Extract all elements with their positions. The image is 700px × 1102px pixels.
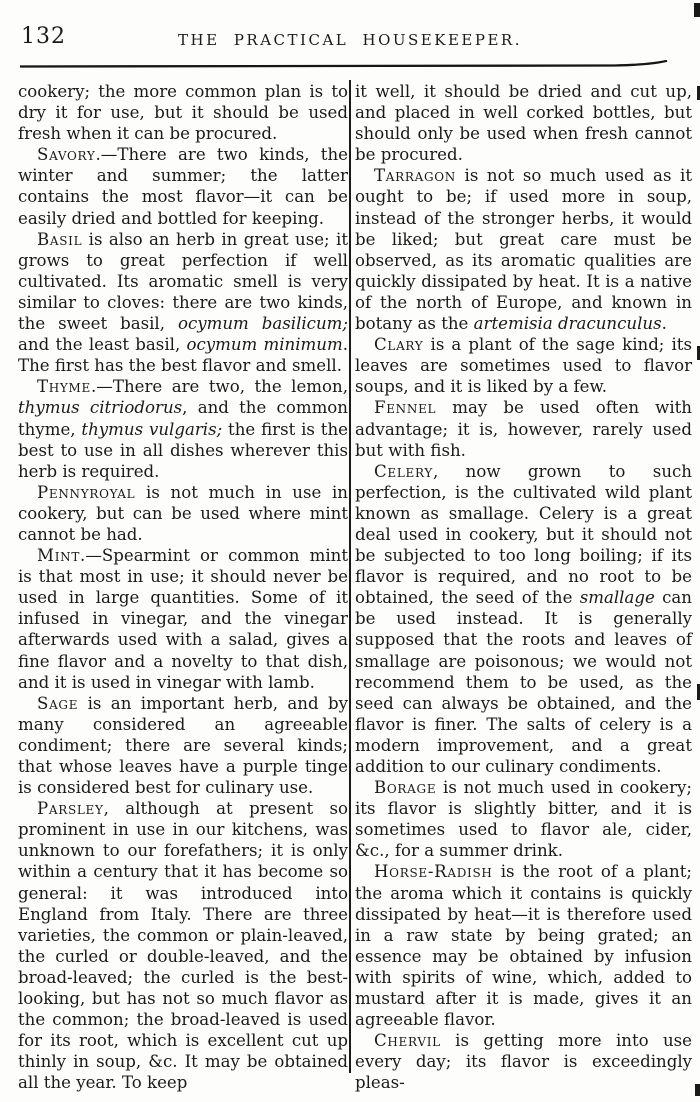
text-segment: artemisia dracunculus — [473, 314, 662, 334]
running-title: THE PRACTICAL HOUSEKEEPER. — [178, 31, 522, 49]
paragraph — [18, 482, 348, 545]
paragraph — [18, 376, 348, 481]
paragraph — [18, 798, 348, 1093]
herb-name: Pennyroyal — [37, 482, 136, 502]
herb-name: Mint — [37, 546, 81, 566]
herb-name: Tarragon — [374, 166, 456, 186]
text-segment: is getting more into use every day; its flavor is exceedingly pleas- — [355, 1031, 692, 1093]
herb-name: Fennel — [374, 398, 437, 418]
text-segment: cookery; the more common plan is to dry it for use, but it should be used fresh when it can be procured. — [18, 82, 348, 144]
paragraph — [355, 861, 692, 1030]
text-segment: , although at present so prominent in use in our kitchens, was unknown to our forefathers; it is only within a century that it has become so general: it was introduced into England from Italy. There are three varieties, the common or plain-leaved, the curled or double-leaved, and the broad-leaved; the curled is the best-looking, but has not so much flavor as the common; the broad-leaved is used for its root, which is excellent cut up thinly in soup, &c. It may be obtained all the year. To keep — [18, 799, 348, 1093]
text-segment: is not so much used as it ought to be; if used more in soup, instead of the stronger herbs, it would be liked; but great care must be observed, as its aromatic qualities are quickly dissipated by heat. It is a native of the north of Europe, and known in botany as the — [355, 166, 692, 334]
herb-name: Savory — [37, 145, 96, 165]
text-segment: and the least basil, — [18, 335, 187, 355]
paragraph — [355, 461, 692, 777]
text-segment: it well, it should be dried and cut up, and placed in well corked bottles, but should only be used when fresh cannot be procured. — [355, 82, 692, 165]
text-segment: thymus vulgaris; — [81, 419, 223, 439]
text-segment: may be used often with advantage; it is, however, rarely used but with fish. — [355, 398, 692, 460]
paragraph — [18, 229, 348, 377]
paragraph — [355, 334, 692, 397]
text-segment: thymus citriodorus — [18, 398, 183, 418]
herb-name: Basil — [37, 229, 83, 249]
scan-artifact — [694, 3, 700, 17]
text-segment: , now grown to such perfection, is the cultivated wild plant known as smallage. Celery is a great deal used in cookery, but it should not be subjected to too long boiling; if its flavor is required, and no root to be obtained, the seed of the — [355, 461, 692, 608]
text-segment: .—There are two, the lemon, — [91, 377, 348, 397]
herb-name: Thyme — [37, 377, 92, 397]
paragraph — [355, 397, 692, 460]
paragraph — [355, 1030, 692, 1093]
text-segment: is the root of a plant; the aroma which it contains is quickly dissipated by heat—it is therefore used in a raw state by being grated; an essence may be obtained by infusion with spirits of wine, which, added to mustard after it is made, gives it an agreeable flavor. — [355, 862, 692, 1030]
herb-name: Chervil — [374, 1031, 441, 1051]
column-divider — [349, 80, 351, 1073]
herb-name: Parsley — [37, 799, 104, 819]
text-segment: ocymum basilicum; — [177, 314, 348, 334]
text-segment: is not much used in cookery; its flavor is slightly bitter, and it is sometimes used to flavor ale, cider, &c., for a summer drink. — [355, 778, 692, 861]
column-left — [18, 81, 348, 1094]
text-segment: the first is the best to use in all dishes wherever this herb is required. — [18, 419, 348, 481]
text-segment: .—Spearmint or common mint is that most in use; it should never be used in large quantities. Some of it infused in vinegar, and the vinegar afterwards used with a salad, gives a fine flavor and a novelty to that dish, and it is used in vinegar with lamb. — [18, 546, 348, 692]
text-segment: ocymum minimum — [186, 335, 343, 355]
paragraph — [18, 545, 348, 693]
text-segment: is not much in use in cookery, but can be used where mint cannot be had. — [18, 482, 348, 544]
paragraph — [18, 144, 348, 228]
text-segment: is an important herb, and by many considered an agreeable condiment; there are several kinds; that whose leaves have a purple tinge is considered best for culinary use. — [18, 693, 348, 798]
scan-artifact — [695, 1084, 700, 1096]
text-segment: . The first has the best flavor and smell. — [18, 335, 348, 376]
paragraph — [355, 165, 692, 334]
paragraph — [355, 777, 692, 861]
header-rule — [20, 60, 668, 70]
paragraph — [18, 81, 348, 144]
text-segment: is also an herb in great use; it grows to great perfection if well cultivated. Its aromatic smell is very similar to cloves: there are two kinds, the sweet basil, — [18, 229, 348, 334]
paragraph — [355, 81, 692, 165]
text-segment: smallage — [579, 588, 655, 608]
text-segment: can be used instead. It is generally supposed that the roots and leaves of smallage are poisonous; we would not recommend them to be used, as the seed can always be obtained, and the flavor is finer. The salts of celery is a modern improvement, and a great addition to our culinary condiments. — [355, 588, 692, 776]
page-number: 132 — [21, 24, 66, 49]
text-segment: .—There are two kinds, the winter and summer; the latter contains the most flavor—it can be easily dried and bottled for keeping. — [18, 145, 348, 228]
column-right — [355, 81, 692, 1094]
herb-name: Clary — [374, 335, 424, 355]
herb-name: Borage — [374, 778, 437, 798]
herb-name: Horse-Radish — [374, 862, 493, 882]
herb-name: Sage — [37, 693, 79, 713]
paragraph — [18, 693, 348, 798]
text-segment: . — [661, 314, 667, 334]
herb-name: Celery — [374, 461, 433, 481]
text-segment: is a plant of the sage kind; its leaves are sometimes used to flavor soups, and it is liked by a few. — [355, 335, 692, 397]
text-segment: , and the common thyme, — [18, 398, 348, 439]
